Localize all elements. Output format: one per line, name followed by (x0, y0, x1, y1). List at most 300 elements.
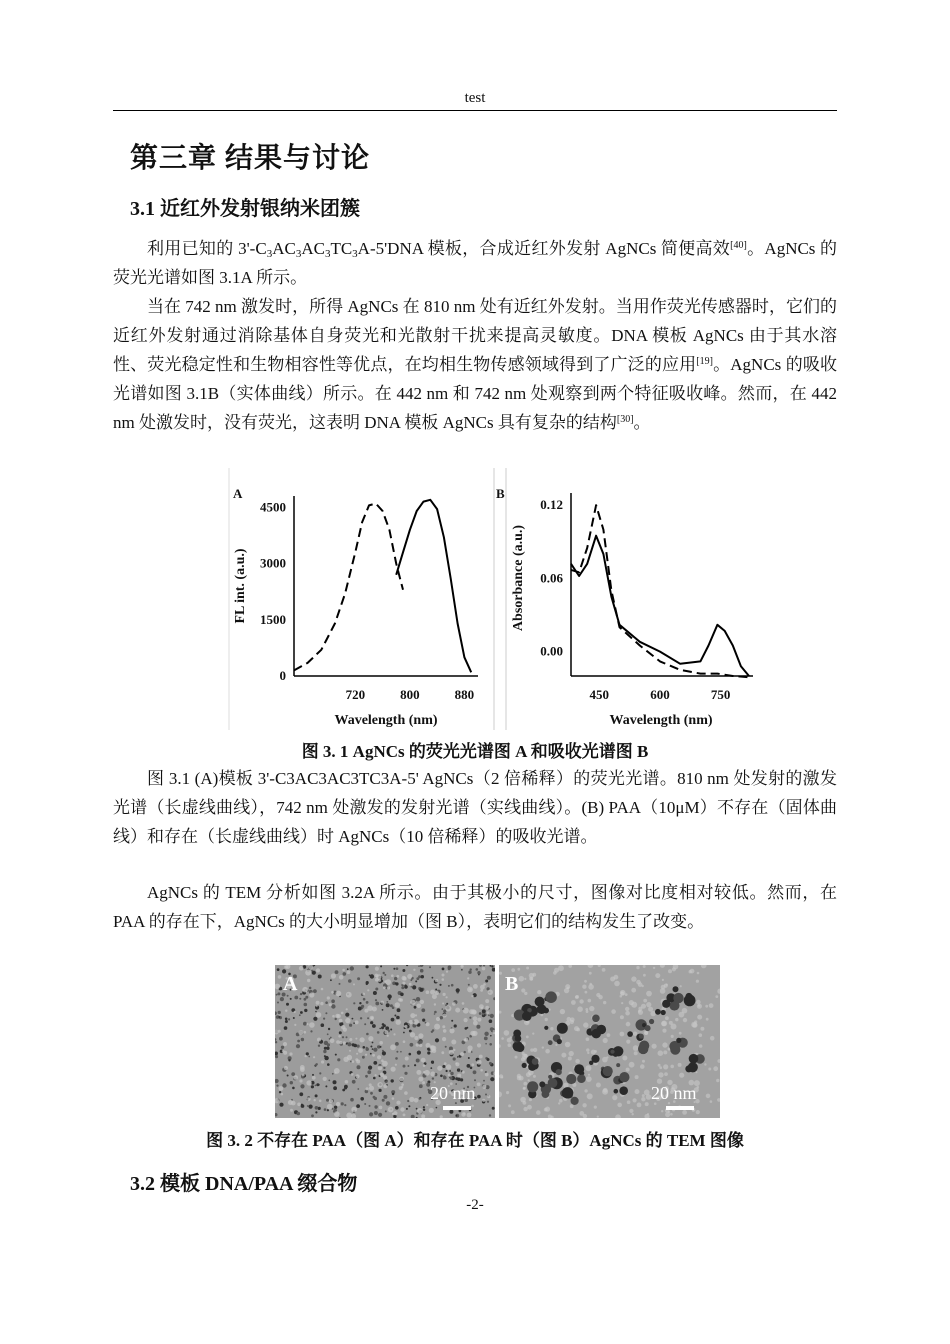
tem-particle (467, 1064, 471, 1068)
tem-particle (277, 1002, 279, 1004)
tem-cluster (577, 1074, 586, 1083)
tem-noise (375, 1074, 377, 1076)
tem-noise (629, 1000, 634, 1005)
tem-particle (469, 1017, 471, 1019)
tem-noise (680, 985, 682, 987)
tem-noise (430, 990, 435, 995)
tem-particle (470, 968, 472, 970)
tem-noise (696, 1071, 698, 1073)
tem-noise (353, 983, 355, 985)
tem-noise (526, 967, 529, 970)
tem-noise (635, 1089, 640, 1094)
tem-particle (356, 1104, 360, 1108)
citation: [30] (616, 414, 634, 425)
tem-noise (603, 1001, 606, 1004)
tem-particle (382, 1051, 386, 1055)
tem-particle (276, 994, 278, 996)
tem-noise (575, 1059, 580, 1064)
tem-noise (713, 1066, 718, 1071)
paragraph-tem: AgNCs 的 TEM 分析如图 3.2A 所示。由于其极小的尺寸，图像对比度相对较低。然而，在 PAA 的存在下，AgNCs 的大小明显增加（图 B），表明它们的结构发生了改变。 (113, 883, 837, 931)
tem-noise (463, 1008, 469, 1014)
tem-particle (466, 1027, 468, 1029)
tem-particle (324, 1055, 326, 1057)
tem-particle (432, 977, 434, 979)
tem-noise (375, 967, 379, 971)
tem-cluster (670, 1045, 680, 1055)
tem-noise (589, 972, 592, 975)
tem-particle (400, 993, 404, 997)
tem-noise (448, 1074, 451, 1077)
tem-particle (300, 993, 302, 995)
section-heading-3-1: 3.1 近红外发射银纳米团簇 (130, 198, 360, 220)
tem-particle (288, 1059, 290, 1061)
tem-particle (323, 1050, 326, 1053)
tem-particle (493, 997, 495, 1000)
tem-noise (392, 1097, 395, 1100)
tem-particle (454, 1024, 457, 1027)
tem-noise (418, 1077, 423, 1082)
tem-noise (660, 965, 665, 968)
tem-noise (696, 980, 699, 983)
tem-cluster (616, 1063, 620, 1067)
tem-noise (579, 999, 583, 1003)
tem-noise (316, 1012, 322, 1018)
tem-noise (602, 968, 606, 972)
tem-particle (436, 1107, 438, 1109)
tem-noise (405, 1057, 409, 1061)
tem-particle (435, 989, 437, 991)
tem-particle (432, 1029, 434, 1031)
tem-particle (390, 1029, 392, 1031)
tem-particle (380, 965, 382, 967)
tem-noise (377, 1082, 382, 1087)
tem-particle (375, 1002, 379, 1006)
tem-noise (313, 1056, 315, 1058)
tem-particle (350, 1061, 352, 1063)
tem-noise (330, 1039, 335, 1044)
tem-noise (635, 1075, 639, 1079)
tem-noise (515, 1056, 518, 1059)
tem-particle (370, 1092, 373, 1095)
tem-noise (708, 1068, 711, 1071)
tem-particle (365, 1075, 368, 1078)
tem-noise (399, 1086, 403, 1090)
tem-particle (337, 1058, 340, 1061)
tem-particle (400, 1051, 402, 1053)
tem-particle (323, 1018, 325, 1020)
tem-particle (451, 1020, 453, 1022)
tem-particle (407, 1065, 409, 1067)
tem-noise (636, 966, 639, 969)
tem-particle (358, 1007, 362, 1011)
panel-a-xlabel: Wavelength (nm) (334, 713, 438, 728)
tem-particle (420, 969, 424, 973)
tem-noise (417, 1004, 422, 1009)
tem-noise (569, 1051, 574, 1056)
tem-noise (640, 1064, 645, 1069)
panel-b-solid-series-line (571, 536, 749, 676)
tem-particle (416, 1108, 418, 1110)
tem-noise (670, 1113, 673, 1116)
panel-a-ytick-label: 0 (279, 668, 286, 683)
tem-particle (380, 1046, 382, 1048)
tem-noise (419, 1044, 422, 1047)
panel-b-xtick-label: 450 (589, 687, 610, 702)
tem-noise (349, 1038, 352, 1041)
tem-noise (449, 1028, 454, 1033)
tem-noise (545, 1018, 548, 1021)
tem-noise (387, 1035, 389, 1037)
tem-particle (297, 1112, 301, 1116)
tem-particle (461, 969, 463, 971)
tem-noise (443, 1014, 447, 1018)
tem-noise (396, 1020, 401, 1025)
tem-noise (537, 990, 541, 994)
tem-noise (309, 992, 314, 997)
tem-noise (561, 1053, 566, 1058)
tem-noise (706, 1018, 709, 1021)
tem-particle (435, 1038, 439, 1042)
panel-a-xtick-label: 720 (345, 687, 366, 702)
tem-noise (283, 1042, 287, 1046)
tem-noise (664, 984, 668, 988)
tem-particle (307, 1105, 309, 1107)
tem-noise (582, 985, 586, 989)
tem-particle (432, 1077, 434, 1079)
tem-noise (435, 979, 438, 982)
tem-noise (584, 1089, 587, 1092)
tem-particle (483, 1080, 485, 1082)
tem-particle (402, 969, 405, 972)
tem-noise (297, 1103, 301, 1107)
tem-particle (421, 1008, 425, 1012)
tem-noise (416, 1070, 421, 1075)
tem-noise (417, 1108, 423, 1114)
panel-b-ylabel: Absorbance (a.u.) (511, 524, 526, 632)
tem-noise (596, 993, 600, 997)
tem-particle (375, 988, 378, 991)
tem-noise (589, 1006, 594, 1011)
tem-noise (620, 1015, 624, 1019)
tem-noise (679, 1032, 682, 1035)
tem-noise (464, 1038, 468, 1042)
tem-noise (716, 1079, 719, 1082)
tem-particle (487, 976, 491, 980)
tem-particle (490, 965, 492, 967)
tem-noise (284, 965, 288, 969)
tem-noise (388, 1107, 394, 1113)
tem-noise (671, 1035, 674, 1038)
tem-particle (366, 1001, 369, 1004)
tem-particle (357, 1045, 360, 1048)
tem-particle (291, 1072, 295, 1076)
page-header: test (464, 90, 486, 106)
tem-particle (445, 1046, 447, 1048)
tem-noise (441, 1051, 444, 1054)
tem-noise (665, 1016, 669, 1020)
panel-b-ytick-label: 0.12 (540, 497, 563, 513)
tem-particle (284, 1026, 288, 1030)
tem-particle (344, 1085, 348, 1089)
tem-noise (440, 1115, 443, 1118)
tem-particle (483, 965, 485, 967)
tem-particle (490, 1035, 492, 1037)
tem-particle (342, 1036, 344, 1038)
tem-noise (661, 1110, 663, 1112)
tem-particle (369, 974, 371, 976)
tem-noise (697, 1086, 700, 1089)
tem-noise (395, 1002, 400, 1007)
tem-particle (350, 1098, 354, 1102)
tem-noise (299, 966, 304, 971)
tem-noise (443, 993, 446, 996)
tem-noise (517, 1074, 521, 1078)
tem-particle (409, 1053, 412, 1056)
scale-bar (666, 1106, 694, 1110)
tem-noise (320, 1002, 323, 1005)
tem-noise (570, 1020, 574, 1024)
tem-noise (367, 989, 369, 991)
tem-noise (336, 1102, 340, 1106)
tem-noise (594, 1106, 597, 1109)
tem-noise (429, 1046, 432, 1049)
tem-particle (411, 1115, 415, 1118)
tem-particle (352, 1080, 356, 1084)
tem-noise (451, 1040, 456, 1045)
tem-particle (315, 1085, 317, 1087)
tem-cluster (545, 991, 557, 1003)
tem-noise (584, 980, 587, 983)
tem-particle (290, 998, 292, 1000)
tem-particle (394, 977, 397, 980)
tem-particle (348, 979, 352, 983)
tem-particle (279, 1091, 281, 1093)
tem-particle (409, 1030, 412, 1033)
tem-particle (279, 1037, 283, 1041)
tem-noise (664, 1072, 668, 1076)
tem-noise (366, 1087, 369, 1090)
tem-noise (661, 1021, 667, 1027)
tem-particle (313, 1017, 317, 1021)
tem-particle (431, 1061, 434, 1064)
tem-particle (285, 1020, 288, 1023)
tem-particle (382, 1099, 385, 1102)
tem-noise (460, 1052, 464, 1056)
tem-noise (421, 1058, 426, 1063)
tem-particle (357, 1088, 359, 1090)
tem-cluster (645, 1025, 651, 1031)
tem-particle (326, 1099, 329, 1102)
tem-cluster (639, 1041, 649, 1051)
tem-noise (506, 1091, 509, 1094)
tem-particle (366, 983, 368, 985)
tem-noise (696, 1000, 701, 1005)
tem-noise (327, 996, 330, 999)
tem-noise (383, 1084, 387, 1088)
tem-noise (602, 1089, 608, 1095)
tem-noise (717, 989, 720, 994)
tem-particle (327, 1109, 329, 1111)
tem-noise (420, 1000, 424, 1004)
tem-noise (453, 1049, 455, 1051)
tem-particle (315, 1094, 318, 1097)
tem-particle (473, 1070, 477, 1074)
tem-cluster (689, 1054, 699, 1064)
tem-particle (370, 1046, 372, 1048)
tem-noise (284, 1066, 288, 1070)
tem-noise (402, 982, 405, 985)
tem-particle (282, 1083, 286, 1087)
tem-noise (480, 1069, 483, 1072)
tem-noise (442, 974, 445, 977)
tem-particle (311, 1085, 314, 1088)
tem-noise (312, 1076, 316, 1080)
tem-particle (286, 1003, 289, 1006)
tem-noise (671, 1024, 677, 1030)
tem-noise (643, 999, 647, 1003)
tem-particle (366, 1033, 369, 1036)
tem-noise (446, 971, 448, 973)
tem-noise (358, 1048, 363, 1053)
tem-noise (577, 1006, 583, 1012)
tem-cluster (515, 1035, 522, 1042)
tem-noise (369, 1086, 374, 1091)
tem-particle (278, 1011, 281, 1014)
tem-noise (370, 1016, 374, 1020)
tem-particle (468, 1057, 470, 1059)
tem-particle (386, 1101, 390, 1105)
tem-noise (637, 1103, 642, 1108)
tem-noise (586, 1037, 590, 1041)
tem-particle (328, 1028, 330, 1030)
tem-a-letter: A (283, 973, 298, 995)
tem-noise (400, 1107, 404, 1111)
tem-particle (353, 1002, 355, 1004)
tem-noise (396, 975, 399, 978)
tem-noise (469, 988, 471, 990)
tem-particle (290, 1081, 293, 1084)
tem-noise (662, 979, 664, 981)
tem-noise (631, 976, 636, 981)
tem-particle (333, 1080, 337, 1084)
tem-noise (662, 1029, 666, 1033)
tem-cluster (589, 1061, 593, 1065)
panel-a-letter: A (233, 486, 243, 501)
panel-b-chart (496, 486, 753, 728)
tem-noise (627, 1100, 631, 1104)
tem-particle (335, 970, 339, 974)
tem-noise (335, 1014, 339, 1018)
tem-noise (477, 1043, 481, 1047)
tem-particle (345, 1013, 349, 1017)
tem-noise (381, 1059, 384, 1062)
tem-particle (479, 965, 482, 967)
tem-noise (455, 1062, 459, 1066)
tem-noise (704, 1063, 706, 1065)
tem-cluster (548, 1040, 553, 1045)
tem-noise (629, 1109, 633, 1113)
tem-noise (607, 1033, 611, 1037)
page-number: -2- (466, 1197, 484, 1213)
tem-noise (368, 1036, 373, 1041)
tem-noise (530, 978, 533, 981)
tem-noise (452, 1002, 456, 1006)
tem-particle (393, 968, 395, 970)
tem-noise (391, 1067, 396, 1072)
tem-cluster (542, 1090, 550, 1098)
tem-noise (614, 981, 620, 987)
tem-noise (675, 1018, 678, 1021)
tem-particle (278, 1016, 280, 1018)
tem-noise (482, 967, 486, 971)
tem-noise (570, 1104, 574, 1108)
tem-noise (697, 972, 700, 975)
tem-noise (585, 1065, 591, 1071)
tem-noise (339, 1019, 343, 1023)
tem-noise (641, 1004, 646, 1009)
tem-noise (532, 1033, 534, 1035)
tem-particle (416, 997, 420, 1001)
tem-particle (391, 1079, 394, 1082)
tem-particle (373, 1048, 377, 1052)
tem-particle (422, 1019, 425, 1022)
tem-particle (408, 1105, 410, 1107)
tem-noise (697, 1004, 702, 1009)
tem-noise (407, 974, 412, 979)
tem-noise (653, 967, 655, 969)
tem-noise (482, 1085, 486, 1089)
tem-particle (304, 1009, 307, 1012)
tem-particle (406, 965, 408, 966)
tem-noise (331, 991, 334, 994)
tem-particle (430, 1067, 432, 1069)
tem-noise (430, 1072, 435, 1077)
tem-noise (589, 983, 592, 986)
tem-particle (382, 1009, 384, 1011)
tem-particle (373, 991, 377, 995)
tem-particle (357, 1065, 361, 1069)
tem-noise (404, 1025, 407, 1028)
tem-noise (462, 1071, 465, 1074)
tem-noise (432, 1049, 436, 1053)
tem-particle (394, 1015, 396, 1017)
tem-noise (550, 1027, 553, 1030)
tem-noise (390, 1044, 396, 1050)
tem-particle (373, 1096, 376, 1099)
tem-cluster (662, 1000, 670, 1008)
tem-noise (379, 1041, 383, 1045)
tem-noise (467, 1113, 472, 1118)
tem-particle (386, 1003, 390, 1007)
tem-noise (395, 1064, 397, 1066)
tem-noise (625, 993, 628, 996)
tem-particle (332, 1073, 334, 1075)
tem-noise (294, 1011, 296, 1013)
tem-noise (508, 1104, 511, 1107)
tem-noise (679, 1073, 684, 1078)
tem-noise (404, 1091, 408, 1095)
tem-cluster (592, 1015, 600, 1023)
tem-cluster (522, 1011, 532, 1021)
tem-a-scale-label: 20 nm (430, 1083, 476, 1103)
tem-noise (499, 1011, 502, 1014)
tem-noise (504, 1030, 510, 1036)
tem-particle (370, 1021, 373, 1024)
tem-noise (643, 965, 646, 968)
tem-noise (341, 1012, 344, 1015)
tem-particle (476, 968, 479, 971)
panel-a-ytick-label: 3000 (260, 555, 286, 571)
